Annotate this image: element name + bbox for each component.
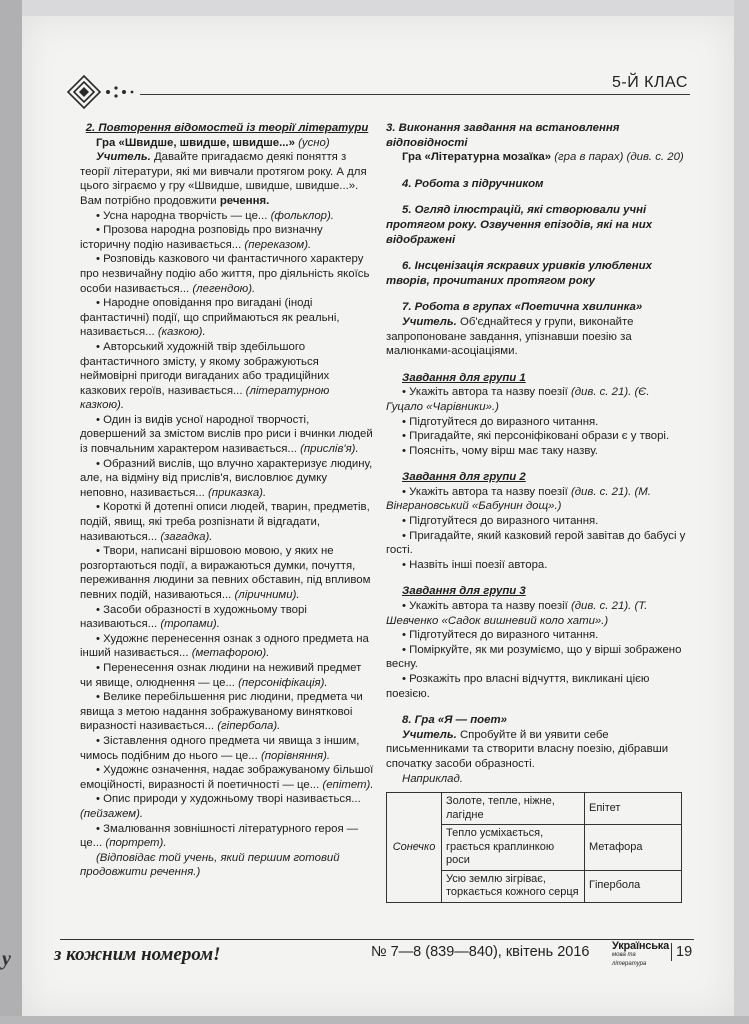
item-answer: (гіпербола). xyxy=(217,720,281,733)
teacher-intro xyxy=(80,150,374,208)
table-word-cell: Сонечко xyxy=(387,793,442,903)
section-5-title: 5. Огляд ілюстрацій, які створювали учні протягом року. Озвучення епізодів, які на них відображені xyxy=(386,204,653,246)
game-name: Гра «Швидше, швидше, швидше...» xyxy=(96,136,295,149)
section-2-title: 2. Повторення відомостей із теорії літератури xyxy=(85,122,369,134)
item-text: • Розповідь казкового чи фантастичного характеру про незвичайну подію або життя, про діяльність якоїсь особи називається... xyxy=(80,253,370,295)
list-item xyxy=(80,632,374,661)
table-phrase-cell: Усю землю зігріває, торкається кожного серця xyxy=(442,870,585,902)
table-phrase-cell: Золоте, тепле, ніжне, лагідне xyxy=(442,793,585,825)
logo-title: Українська xyxy=(612,940,670,952)
item-text: • Один із видів усної народної творчості, довершений за змістом вислів про риси і вчинки людей із повчальним характером називається... xyxy=(80,413,373,456)
section-6-title: 6. Інсценізація яскравих уривків улюблених творів, прочитаних протягом року xyxy=(386,260,652,287)
list-item xyxy=(80,792,374,821)
item-answer: (приказка). xyxy=(207,486,267,499)
item-answer: (портрет). xyxy=(105,837,167,850)
group-first-line: • Укажіть автора та назву поезії (див. с. 21). (Т. Шевченко «Садок вишневий коло хати».) xyxy=(386,600,648,627)
scan-bottom-margin xyxy=(0,1016,749,1024)
closing-note: (Відповідає той учень, який першим готовий продовжити речення.) xyxy=(80,851,340,879)
section-2-game xyxy=(80,136,374,151)
intro-bold: речення. xyxy=(219,194,270,207)
item-text: • Народне оповідання про вигадані (іноді фантастичні) події, що сприймаються як реальні, називається... xyxy=(80,297,340,339)
list-item xyxy=(80,413,374,457)
section-4-title: 4. Робота з підручником xyxy=(402,177,544,190)
list-item xyxy=(80,340,374,413)
item-text: • Зіставлення одного предмета чи явища з іншим, чимось подібним до нього — це... xyxy=(80,734,360,762)
group-task xyxy=(386,371,688,459)
adjacent-page-letter: у xyxy=(2,948,11,970)
item-answer: (переказом). xyxy=(244,238,312,251)
magazine-logo xyxy=(612,942,668,969)
example-label: Наприклад. xyxy=(402,772,463,785)
item-answer: (прислів'я). xyxy=(300,443,359,456)
list-item xyxy=(80,457,374,501)
footer-slogan: з кожним номером! xyxy=(54,944,221,965)
list-item xyxy=(80,661,374,690)
list-item xyxy=(80,296,374,340)
section-8-body: Спробуйте й ви уявити себе письменниками та створити власну поезію, дібравши спочатку засоби образності. xyxy=(386,728,669,770)
group-line: • Підготуйтеся до виразного читання. xyxy=(402,629,599,642)
ornament-icon xyxy=(64,72,144,112)
group-line: • Підготуйтеся до виразного читання. xyxy=(402,515,599,528)
item-text: • Перенесення ознак людини на неживий предмет чи явище, олюднення — це... xyxy=(80,661,362,689)
footer-separator xyxy=(671,943,672,961)
tropes-table xyxy=(386,792,682,903)
list-item xyxy=(80,209,374,224)
item-answer: (пейзажем). xyxy=(80,807,144,820)
teacher-label: Учитель. xyxy=(402,315,457,328)
item-answer: (літературною казкою). xyxy=(80,384,330,412)
group-line: • Підготуйтеся до виразного читання. xyxy=(402,415,599,428)
item-text: • Короткі й дотепні описи людей, тварин, предметів, подій, явищ, які треба розпізнати й відгадати, називаються... xyxy=(80,501,370,543)
teacher-label: Учитель. xyxy=(402,728,457,741)
item-answer: (епітет). xyxy=(322,778,374,791)
item-answer: (казкою). xyxy=(157,326,206,339)
teacher-label: Учитель. xyxy=(96,151,151,164)
left-column xyxy=(80,121,374,880)
group-tasks xyxy=(386,371,688,701)
intro-text: Давайте пригадаємо деякі поняття з теорії літератури, які ми вивчали протягом року. А для цього зіграємо у гру «Швидше, швидше, швидше...». Вам потрібно продовжити xyxy=(80,151,367,207)
group-line: • Розкажіть про власні відчуття, викликані цією поезією. xyxy=(386,673,650,700)
list-item xyxy=(80,544,374,602)
item-text: • Усна народна творчість — це... xyxy=(96,209,268,222)
section-7-text xyxy=(386,315,688,359)
item-answer: (фольклор). xyxy=(270,209,334,222)
game-name: Гра «Літературна мозаїка» xyxy=(402,151,552,164)
item-text: • Художнє означення, надає зображуваному більшої емоційності, виразності й поетичності — це... xyxy=(80,764,374,791)
section-7-body: Об'єднайтеся у групи, виконайте запропоноване завдання, упізнавши поезію за малюнками-асоціаціями. xyxy=(386,315,634,358)
item-answer: (порівняння). xyxy=(260,749,331,762)
header-rule xyxy=(140,94,690,95)
section-7-title: 7. Робота в групах «Поетична хвилинка» xyxy=(402,301,643,314)
footer-rule xyxy=(60,939,694,940)
right-column xyxy=(386,121,688,903)
grade-label: 5-Й КЛАС xyxy=(612,74,688,91)
list-item xyxy=(80,252,374,296)
table-trope-cell: Епітет xyxy=(585,793,682,825)
item-text: • Змалювання зовнішності літературного героя — це... xyxy=(80,822,359,850)
item-answer: (тропами). xyxy=(160,618,220,631)
list-item xyxy=(80,763,374,792)
table-row xyxy=(387,793,682,825)
item-answer: (метафорою). xyxy=(191,647,270,660)
list-item xyxy=(80,690,374,734)
item-text: • Велике перебільшення рис людини, предмета чи явища з метою надання зображуваному винятковоі виразності називається... xyxy=(80,691,363,733)
table-trope-cell: Метафора xyxy=(585,825,682,871)
question-list xyxy=(80,209,374,851)
section-3-title: 3. Виконання завдання на встановлення відповідності xyxy=(386,122,620,149)
group-title: Завдання для групи 3 xyxy=(402,585,526,598)
list-item xyxy=(80,603,374,632)
item-text: • Прозова народна розповідь про визначну історичну подію називається... xyxy=(80,224,323,251)
item-text: • Образний вислів, що влучно характеризує людину, але, на відміну від прислів'я, висловлює думку неповно, називається... xyxy=(80,457,373,499)
item-text: • Художнє перенесення ознак з одного предмета на інший називається... xyxy=(80,632,369,660)
table-phrase-cell: Тепло усміхається, грається краплинкою роси xyxy=(442,825,585,871)
item-text: • Засоби образності в художньому творі називаються... xyxy=(80,603,307,631)
item-text: • Авторський художній твір здебільшого фантастичного змісту, у якому зображуються неймовірні пригоди вигаданих або традиційних казкових героїв, називається... xyxy=(80,340,330,397)
issue-number: № 7—8 (839—840), квітень 2016 xyxy=(371,944,590,960)
group-first-line: • Укажіть автора та назву поезії (див. с. 21). (М. Вінграновський «Бабунин дощ».) xyxy=(386,485,651,513)
game-note: (гра в парах) (див. с. 20) xyxy=(554,151,684,164)
section-3-game xyxy=(386,150,688,165)
game-note: (усно) xyxy=(298,136,330,149)
item-answer: (загадка). xyxy=(160,530,213,543)
table-trope-cell: Гіпербола xyxy=(585,870,682,902)
scan-left-margin xyxy=(0,0,22,1024)
list-item xyxy=(80,223,374,252)
list-item xyxy=(80,734,374,763)
item-text: • Твори, написані віршовою мовою, у яких не розгортаються події, а виражаються думки, почуття, переживання людини за певних обставин, під впливом певних подій, називаються... xyxy=(80,545,371,601)
list-item xyxy=(80,500,374,544)
group-line: • Пригадайте, який казковий герой завітав до бабусі у гості. xyxy=(386,529,686,557)
group-line: • Поміркуйте, як ми розуміємо, що у вірші зображено весну. xyxy=(386,643,682,671)
page-number: 19 xyxy=(676,944,693,960)
group-task xyxy=(386,470,688,572)
logo-subtitle: мова та література xyxy=(612,952,647,967)
group-title: Завдання для групи 1 xyxy=(402,371,526,384)
group-task xyxy=(386,584,688,701)
item-answer: (ліричними). xyxy=(234,589,300,601)
item-answer: (легендою). xyxy=(192,282,256,295)
item-answer: (персоніфікація). xyxy=(238,676,328,689)
scan-right-margin xyxy=(734,0,749,1024)
group-line: • Назвіть інші поезії автора. xyxy=(402,558,548,571)
group-title: Завдання для групи 2 xyxy=(402,471,526,484)
group-first-line: • Укажіть автора та назву поезії (див. с. 21). (Є. Гуцало «Чарівники».) xyxy=(386,386,650,413)
list-item xyxy=(80,822,374,851)
section-8-title: 8. Гра «Я — поет» xyxy=(402,714,507,727)
group-line: • Поясніть, чому вірш має таку назву. xyxy=(402,444,598,457)
group-line: • Пригадайте, які персоніфіковані образи є у творі. xyxy=(402,430,670,443)
item-text: • Опис природи у художньому творі називається... xyxy=(96,793,361,806)
section-8-text xyxy=(386,728,688,772)
